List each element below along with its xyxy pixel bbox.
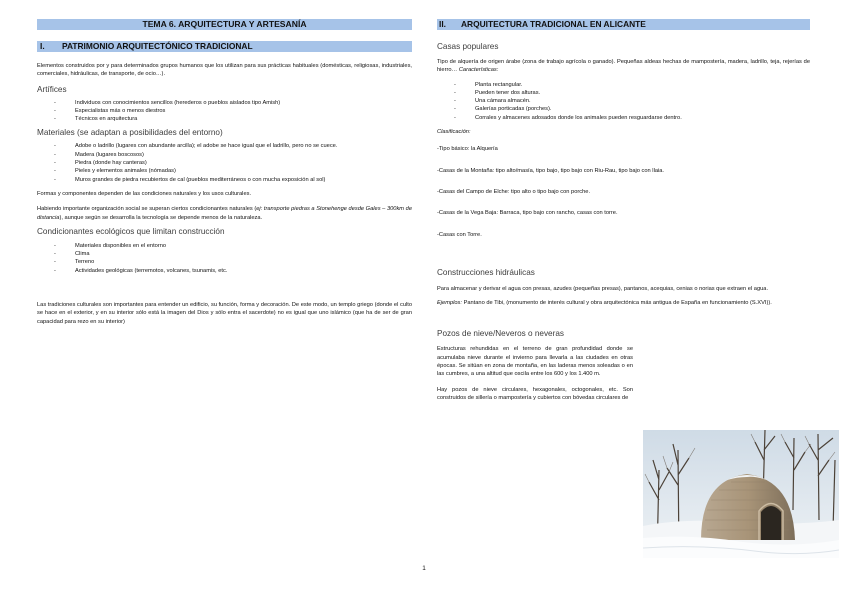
clasificacion-item: -Tipo básico: la Alquería [437, 146, 498, 153]
page-number: 1 [422, 565, 426, 572]
intro-paragraph: Elementos construidos por y para determinados grupos humanos que los utilizan para sus prácticas habituales (domésticas, religiosas, industriales, comerciales, hidráulicas, de transporte, de ocio…). [37, 63, 412, 78]
section-heading-2 [437, 19, 810, 30]
list-item: - Galerías porticadas (porches). [437, 105, 810, 113]
list-item: - Clima [37, 250, 412, 258]
casas-heading: Casas populares [437, 42, 499, 51]
list-item: - Pieles y elementos animales (nómadas) [37, 167, 412, 175]
section-label: PATRIMONIO ARQUITECTÓNICO TRADICIONAL [62, 41, 253, 51]
list-item: - Planta rectangular. [437, 81, 810, 89]
list-item: - Una cámara almacén. [437, 97, 810, 105]
materiales-list [37, 142, 412, 183]
section-number: I. [40, 41, 45, 51]
list-item: - Adobe o ladrillo (lugares con abundante arcilla); el adobe se hace igual que el ladrillo, pero no se cuece. [37, 142, 412, 150]
clasificacion-item: -Casas con Torre. [437, 231, 482, 238]
list-item: - Piedra (donde hay canteras) [37, 159, 412, 167]
list-item: - Terreno [37, 258, 412, 266]
pozos-paragraph-2: Hay pozos de nieve circulares, hexagonales, octogonales, etc. Son construidos de sillería o mampostería y cubiertos con bóvedas circulares de [437, 386, 633, 401]
clasificacion-item: -Casas de la Montaña: tipo alto/masía, tipo bajo, tipo bajo con Riu-Rau, tipo bajo con llaia. [437, 167, 665, 174]
list-item: - Madera (lugares boscosos) [37, 151, 412, 159]
condicionantes-heading: Condicionantes ecológicos que limitan construcción [37, 226, 225, 236]
list-item: - Pueden tener dos alturas. [437, 89, 810, 97]
list-item: - Especialistas más o menos diestros [37, 107, 412, 115]
pozos-paragraph-1: Estructuras rehundidas en el terreno de gran profundidad donde se acumulaba nieve durante el invierno para llevarla a las ciudades en otras épocas. Se sitúan en zona de montaña, en las laderas menos soleadas o en las cumbres, a una altitud que oscila entre los 600 y los 1.400 m. [437, 346, 633, 378]
right-column [437, 19, 810, 402]
artifices-heading: Artífices [37, 84, 67, 94]
casas-list [437, 81, 810, 122]
materiales-heading: Materiales (se adaptan a posibilidades del entorno) [37, 128, 223, 138]
hidraulicas-heading: Construcciones hidráulicas [437, 267, 535, 277]
section-heading-1 [37, 41, 412, 52]
list-item: - Individuos con conocimientos sencillos (herederos o pueblos aislados tipo Amish) [37, 99, 412, 107]
ejemplos-paragraph: Ejemplos: Pantano de Tibi, (monumento de interés cultural y obra arquitectónica más antigua de España en funcionamiento (S.XVI)). [437, 300, 772, 307]
pozos-heading: Pozos de nieve/Neveros o neveras [437, 329, 564, 339]
formas-paragraph: Formas y componentes dependen de las condiciones naturales y los usos culturales. [37, 190, 252, 197]
clasificacion-label: Clasificación: [437, 129, 471, 136]
list-item: - Técnicos en arquitectura [37, 115, 412, 123]
casas-intro: Tipo de alquería de origen árabe (zona de trabajo agrícola o ganado). Pequeñas aldeas hechas de mampostería, madera, ladrillo, teja, rejerías de hierro… Características: [437, 59, 810, 74]
snow-well-photo [643, 430, 839, 558]
clasificacion-item: -Casas de la Vega Baja: Barraca, tipo bajo con rancho, casas con torre. [437, 210, 618, 217]
left-column [37, 19, 412, 326]
artifices-list [37, 99, 412, 124]
section-label: ARQUITECTURA TRADICIONAL EN ALICANTE [461, 19, 646, 29]
list-item: - Materiales disponibles en el entorno [37, 242, 412, 250]
snow-well-illustration [643, 430, 839, 558]
tradiciones-paragraph: Las tradiciones culturales son importantes para entender un edificio, su función, forma y decoración. De este modo, un templo griego (donde el culto se hace en el exterior, y en su interior sólo está la imagen del Dios y sólo entra el sacerdote) no es igual que uno islámico (que ha de ser de gran capacidad para rezo en su interior) [37, 302, 412, 325]
list-item: - Muros grandes de piedra recubiertos de cal (pueblos mediterráneos o con mucha exposición al sol) [37, 176, 412, 184]
section-number: II. [439, 19, 446, 29]
hidraulicas-paragraph: Para almacenar y derivar el agua con presas, azudes (pequeñas presas), pantanos, acequias, cenias o norias que extraen el agua. [437, 285, 769, 292]
organizacion-paragraph: Habiendo importante organización social se superan ciertos condicionantes naturales (ej: transporte piedras a Stonehenge desde Gales – 300km de distancia), aunque según se desarrolla la tecnología se depende menos de la naturaleza. [37, 206, 412, 221]
condicionantes-list [37, 242, 412, 275]
list-item: - Corrales y almacenes adosados donde los animales pueden resguardarse dentro. [437, 114, 810, 122]
list-item: - Actividades geológicas (terremotos, volcanes, tsunamis, etc. [37, 267, 412, 275]
document-title: TEMA 6. ARQUITECTURA Y ARTESANÍA [37, 19, 412, 30]
clasificacion-item: -Casas del Campo de Elche: tipo alto o tipo bajo con porche. [437, 188, 591, 195]
